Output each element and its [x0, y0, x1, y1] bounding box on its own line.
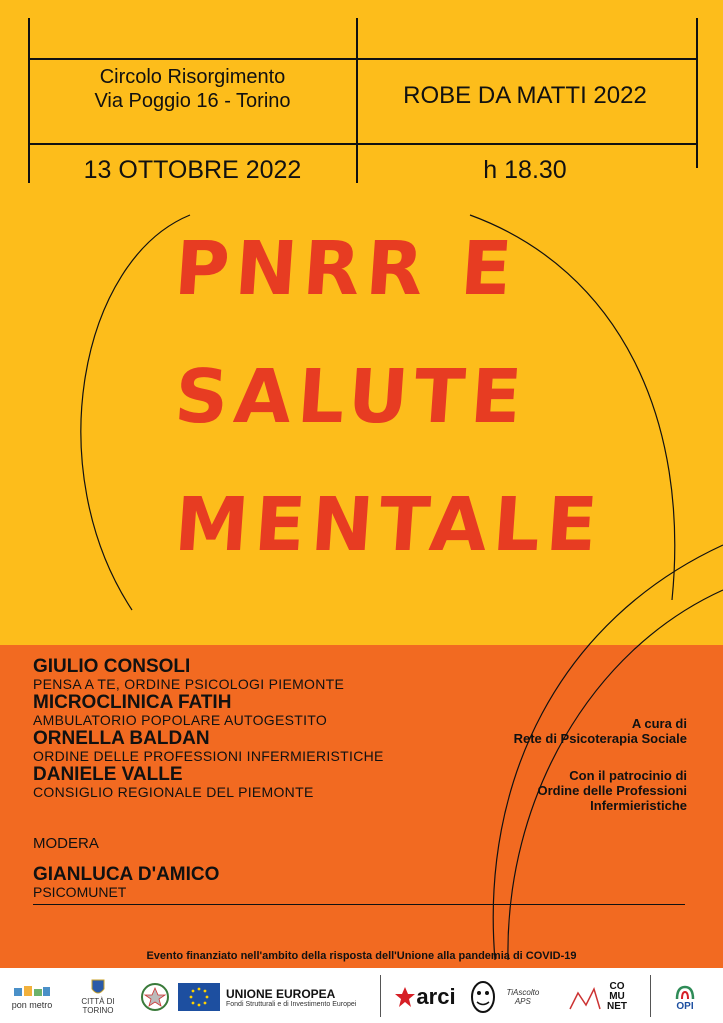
- eu-subtitle: Fondi Strutturali e di Investimento Europei: [226, 1000, 357, 1008]
- patronage-by: Ordine delle Professioni Infermieristiche: [537, 783, 687, 813]
- curated-by: Rete di Psicoterapia Sociale: [513, 731, 687, 746]
- credits: [500, 716, 687, 813]
- comunet-figure-icon: [568, 983, 602, 1011]
- speaker-name: GIULIO CONSOLI: [33, 656, 191, 677]
- speaker: [33, 692, 384, 728]
- logo-separator: [380, 975, 381, 1017]
- speaker: [33, 764, 384, 800]
- speaker: [33, 728, 384, 764]
- title-line-2: SALUTE: [171, 354, 531, 440]
- speaker-role: CONSIGLIO REGIONALE DEL PIEMONTE: [33, 784, 314, 800]
- funding-note: Evento finanziato nell'ambito della risposta dell'Unione alla pandemia di COVID-19: [146, 950, 577, 962]
- venue-name: Circolo Risorgimento: [99, 66, 286, 88]
- tiascolto-logo: TiAscolto APS: [468, 978, 548, 1016]
- eu-flag-icon: [178, 983, 220, 1011]
- opi-hands-icon: [674, 983, 696, 1001]
- moderator-name: GIANLUCA D'AMICO: [33, 864, 220, 885]
- ponmetro-logo: pon metro: [6, 978, 58, 1016]
- moderator-role: PSICOMUNET: [33, 884, 127, 900]
- speaker-role: PENSA A TE, ORDINE PSICOLOGI PIEMONTE: [33, 676, 345, 692]
- grid-line-middle: [28, 143, 698, 145]
- speaker: [33, 656, 384, 692]
- logo-separator: [650, 975, 651, 1017]
- venue: [30, 65, 355, 113]
- title-line-3: MENTALE: [171, 482, 606, 568]
- speaker-list: [33, 656, 384, 800]
- italian-emblem-icon: [140, 982, 170, 1012]
- speaker-name: MICROCLINICA FATIH: [33, 692, 232, 713]
- footer-divider: [33, 904, 685, 905]
- ponmetro-icon: [12, 984, 52, 1000]
- eu-title: UNIONE EUROPEA: [226, 986, 336, 1001]
- moderator-label: MODERA: [33, 835, 99, 852]
- event-time: h 18.30: [483, 156, 567, 184]
- arci-logo: arci: [390, 978, 460, 1016]
- torino-logo: CITTÀ DI TORINO: [66, 978, 130, 1016]
- venue-address: Via Poggio 16 - Torino: [94, 90, 291, 112]
- speaker-name: ORNELLA BALDAN: [33, 728, 210, 749]
- patronage-label: Con il patrocinio di: [569, 768, 687, 783]
- grid-line-top: [28, 58, 698, 60]
- torino-crest-icon: [91, 979, 105, 997]
- event-date: 13 OTTOBRE 2022: [83, 156, 302, 184]
- speaker-role: ORDINE DELLE PROFESSIONI INFERMIERISTICHE: [33, 748, 384, 764]
- opi-logo: OPI: [660, 978, 710, 1016]
- republic-emblem-logo: [137, 978, 173, 1016]
- title-line-1: PNRR E: [171, 226, 521, 312]
- eu-logo: [178, 978, 373, 1016]
- event-name: ROBE DA MATTI 2022: [403, 82, 647, 109]
- grid-line-right: [696, 18, 698, 168]
- speaker-name: DANIELE VALLE: [33, 764, 183, 785]
- speaker-role: AMBULATORIO POPOLARE AUTOGESTITO: [33, 712, 328, 728]
- grid-line-center: [356, 18, 358, 183]
- curated-label: A cura di: [631, 716, 687, 731]
- comunet-logo: CO MU NET: [560, 978, 640, 1016]
- arci-star-icon: [394, 986, 416, 1008]
- ear-character-icon: [468, 980, 498, 1014]
